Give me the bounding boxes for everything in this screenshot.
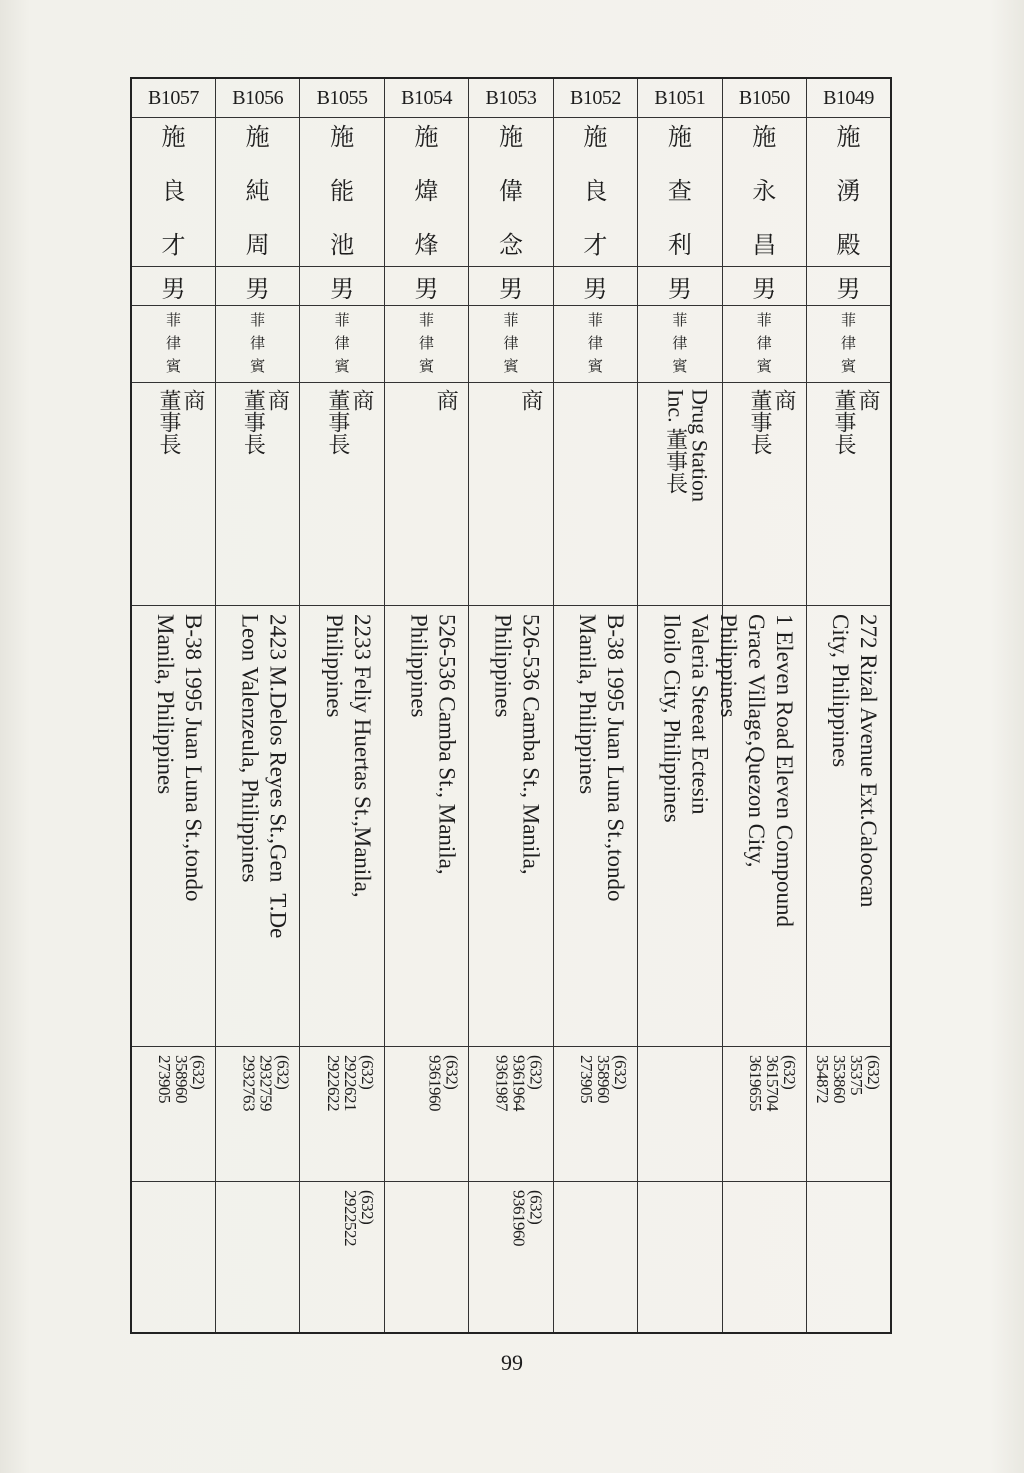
nationality-character: 菲 <box>250 311 266 329</box>
sex-cell: 男 <box>300 267 384 306</box>
row-phone-secondary <box>131 1182 891 1334</box>
phone-secondary-cell <box>638 1182 722 1334</box>
address-text: 526-536 Camba St., Manila, Philippines <box>406 614 460 875</box>
member-id-cell: B1051 <box>638 78 722 118</box>
member-name-cell <box>722 118 806 267</box>
occupation-cell <box>722 383 806 606</box>
name-character: 殿 <box>836 231 861 259</box>
occupation-text: Drug Station Inc. 董事長 <box>663 389 713 503</box>
row-member-id <box>131 78 891 118</box>
name-character: 施 <box>498 123 523 151</box>
name-character: 才 <box>583 231 608 259</box>
member-register-table <box>130 77 892 1334</box>
phone-primary-cell <box>807 1047 892 1182</box>
address-text: Valeria Steeat Ectesin Iloilo City, Philippines <box>659 614 713 823</box>
nationality-cell <box>469 306 553 383</box>
page-number: 99 <box>501 1350 523 1375</box>
member-id-cell: B1052 <box>553 78 637 118</box>
nationality-character: 賓 <box>587 357 603 375</box>
phone-primary-text: (632) 9361964 9361987 <box>492 1055 546 1111</box>
phone-primary-cell <box>638 1047 722 1182</box>
occupation-cell <box>384 383 468 606</box>
occupation-text: 商 董事長 <box>241 389 291 455</box>
phone-secondary-text: (632) 9361960 <box>509 1190 546 1246</box>
nationality-character: 律 <box>250 334 266 352</box>
address-cell <box>215 606 299 1047</box>
occupation-text: 商 董事長 <box>748 389 797 455</box>
name-character: 煒 <box>414 177 439 205</box>
name-character: 良 <box>161 177 186 205</box>
member-name-cell <box>469 118 553 267</box>
occupation-cell <box>553 383 637 606</box>
phone-primary-cell <box>469 1047 553 1182</box>
occupation-cell <box>215 383 299 606</box>
sex-cell: 男 <box>384 267 468 306</box>
nationality-character: 菲 <box>165 311 181 329</box>
phone-primary-text: (632) 9361960 <box>425 1055 462 1111</box>
nationality-cell <box>300 306 384 383</box>
phone-primary-text: (632) 35375 353860 354872 <box>813 1055 883 1103</box>
member-id-cell: B1050 <box>722 78 806 118</box>
occupation-cell <box>638 383 722 606</box>
name-character: 施 <box>583 123 608 151</box>
name-character: 施 <box>245 123 270 151</box>
nationality-cell <box>722 306 806 383</box>
row-member-name <box>131 118 891 267</box>
name-character: 偉 <box>498 177 523 205</box>
nationality-character: 賓 <box>840 357 856 375</box>
phone-secondary-cell <box>553 1182 637 1334</box>
nationality-character: 律 <box>672 334 688 352</box>
nationality-cell <box>384 306 468 383</box>
name-character: 良 <box>583 177 608 205</box>
address-cell <box>131 606 215 1047</box>
phone-secondary-cell <box>722 1182 806 1334</box>
address-text: 272 Rizal Avenue Ext.Caloocan City, Philippines <box>828 614 881 908</box>
address-text: 2233 Feliy Huertas St.,Manila, Philippines <box>321 614 375 898</box>
sex-cell: 男 <box>553 267 637 306</box>
phone-primary-cell <box>722 1047 806 1182</box>
nationality-character: 菲 <box>334 311 350 329</box>
nationality-character: 律 <box>756 334 772 352</box>
sex-cell: 男 <box>807 267 892 306</box>
name-character: 施 <box>752 123 777 151</box>
nationality-cell <box>215 306 299 383</box>
nationality-character: 菲 <box>419 311 435 329</box>
member-name-cell <box>638 118 722 267</box>
occupation-cell <box>131 383 215 606</box>
name-character: 能 <box>330 177 355 205</box>
address-text: 526-536 Camba St., Manila, Philippines <box>490 614 544 875</box>
nationality-character: 賓 <box>672 357 688 375</box>
address-text: B-38 1995 Juan Luna St.,tondo Manila, Philippines <box>152 614 206 902</box>
phone-primary-text: (632) 2932759 2932763 <box>239 1055 293 1111</box>
name-character: 昌 <box>752 231 777 259</box>
nationality-character: 賓 <box>165 357 181 375</box>
nationality-cell <box>131 306 215 383</box>
sex-cell: 男 <box>131 267 215 306</box>
nationality-character: 菲 <box>672 311 688 329</box>
row-nationality <box>131 306 891 383</box>
address-text: 1 Eleven Road Eleven Compound Grace Village,Quezon City, Philippines <box>716 614 797 927</box>
name-character: 利 <box>667 231 692 259</box>
phone-primary-text: (632) 2922621 2922622 <box>323 1055 377 1111</box>
phone-secondary-cell <box>469 1182 553 1334</box>
nationality-character: 賓 <box>419 357 435 375</box>
nationality-character: 律 <box>503 334 519 352</box>
member-name-cell <box>300 118 384 267</box>
occupation-text: 商 董事長 <box>156 389 206 455</box>
row-occupation <box>131 383 891 606</box>
name-character: 查 <box>667 177 692 205</box>
sex-cell: 男 <box>638 267 722 306</box>
name-character: 施 <box>161 123 186 151</box>
address-text: B-38 1995 Juan Luna St.,tondo Manila, Philippines <box>575 614 629 902</box>
name-character: 施 <box>330 123 355 151</box>
phone-secondary-text: (632) 2922522 <box>340 1190 377 1246</box>
member-name-cell <box>807 118 892 267</box>
nationality-character: 菲 <box>840 311 856 329</box>
name-character: 池 <box>330 231 355 259</box>
nationality-cell <box>553 306 637 383</box>
phone-primary-cell <box>384 1047 468 1182</box>
address-text: 2423 M.Delos Reyes St.,Gen T.De Leon Valenzeula, Philippines <box>237 614 291 939</box>
name-character: 施 <box>414 123 439 151</box>
sex-cell: 男 <box>215 267 299 306</box>
phone-secondary-cell <box>300 1182 384 1334</box>
occupation-text: 商 <box>434 389 460 411</box>
phone-primary-text: (632) 3615704 3619655 <box>746 1055 799 1111</box>
name-character: 施 <box>836 123 861 151</box>
address-cell <box>716 606 806 1047</box>
name-character: 周 <box>245 231 270 259</box>
row-address <box>131 606 891 1047</box>
nationality-character: 菲 <box>756 311 772 329</box>
nationality-cell <box>638 306 722 383</box>
nationality-character: 律 <box>334 334 350 352</box>
member-name-cell <box>215 118 299 267</box>
occupation-text: 商 董事長 <box>325 389 375 455</box>
sex-cell: 男 <box>722 267 806 306</box>
occupation-cell <box>807 383 892 606</box>
address-cell <box>807 606 892 1047</box>
phone-primary-cell <box>215 1047 299 1182</box>
address-cell <box>384 606 468 1047</box>
nationality-character: 律 <box>419 334 435 352</box>
member-id-cell: B1055 <box>300 78 384 118</box>
phone-primary-cell <box>131 1047 215 1182</box>
member-name-cell <box>131 118 215 267</box>
address-cell <box>638 606 722 1047</box>
nationality-character: 律 <box>587 334 603 352</box>
occupation-text: 商 <box>518 389 544 411</box>
row-phone-primary <box>131 1047 891 1182</box>
name-character: 才 <box>161 231 186 259</box>
nationality-character: 律 <box>840 334 856 352</box>
name-character: 湧 <box>836 177 861 205</box>
member-id-cell: B1056 <box>215 78 299 118</box>
name-character: 純 <box>245 177 270 205</box>
member-id-cell: B1053 <box>469 78 553 118</box>
nationality-character: 律 <box>165 334 181 352</box>
sex-cell: 男 <box>469 267 553 306</box>
nationality-character: 賓 <box>250 357 266 375</box>
occupation-text: 商 董事長 <box>832 389 881 455</box>
name-character: 施 <box>667 123 692 151</box>
phone-primary-cell <box>553 1047 637 1182</box>
name-character: 念 <box>498 231 523 259</box>
phone-secondary-cell <box>215 1182 299 1334</box>
nationality-cell <box>807 306 892 383</box>
address-cell <box>300 606 384 1047</box>
row-sex <box>131 267 891 306</box>
nationality-character: 賓 <box>756 357 772 375</box>
phone-secondary-cell <box>131 1182 215 1334</box>
member-name-cell <box>553 118 637 267</box>
address-cell <box>553 606 637 1047</box>
phone-primary-text: (632) 358960 273905 <box>577 1055 631 1103</box>
name-character: 烽 <box>414 231 439 259</box>
address-cell <box>469 606 553 1047</box>
occupation-cell <box>469 383 553 606</box>
member-name-cell <box>384 118 468 267</box>
member-id-cell: B1054 <box>384 78 468 118</box>
name-character: 永 <box>752 177 777 205</box>
member-id-cell: B1049 <box>807 78 892 118</box>
nationality-character: 賓 <box>334 357 350 375</box>
phone-secondary-cell <box>807 1182 892 1334</box>
occupation-cell <box>300 383 384 606</box>
nationality-character: 賓 <box>503 357 519 375</box>
phone-primary-text: (632) 358960 273905 <box>154 1055 208 1103</box>
phone-primary-cell <box>300 1047 384 1182</box>
phone-secondary-cell <box>384 1182 468 1334</box>
nationality-character: 菲 <box>503 311 519 329</box>
nationality-character: 菲 <box>587 311 603 329</box>
member-id-cell: B1057 <box>131 78 215 118</box>
